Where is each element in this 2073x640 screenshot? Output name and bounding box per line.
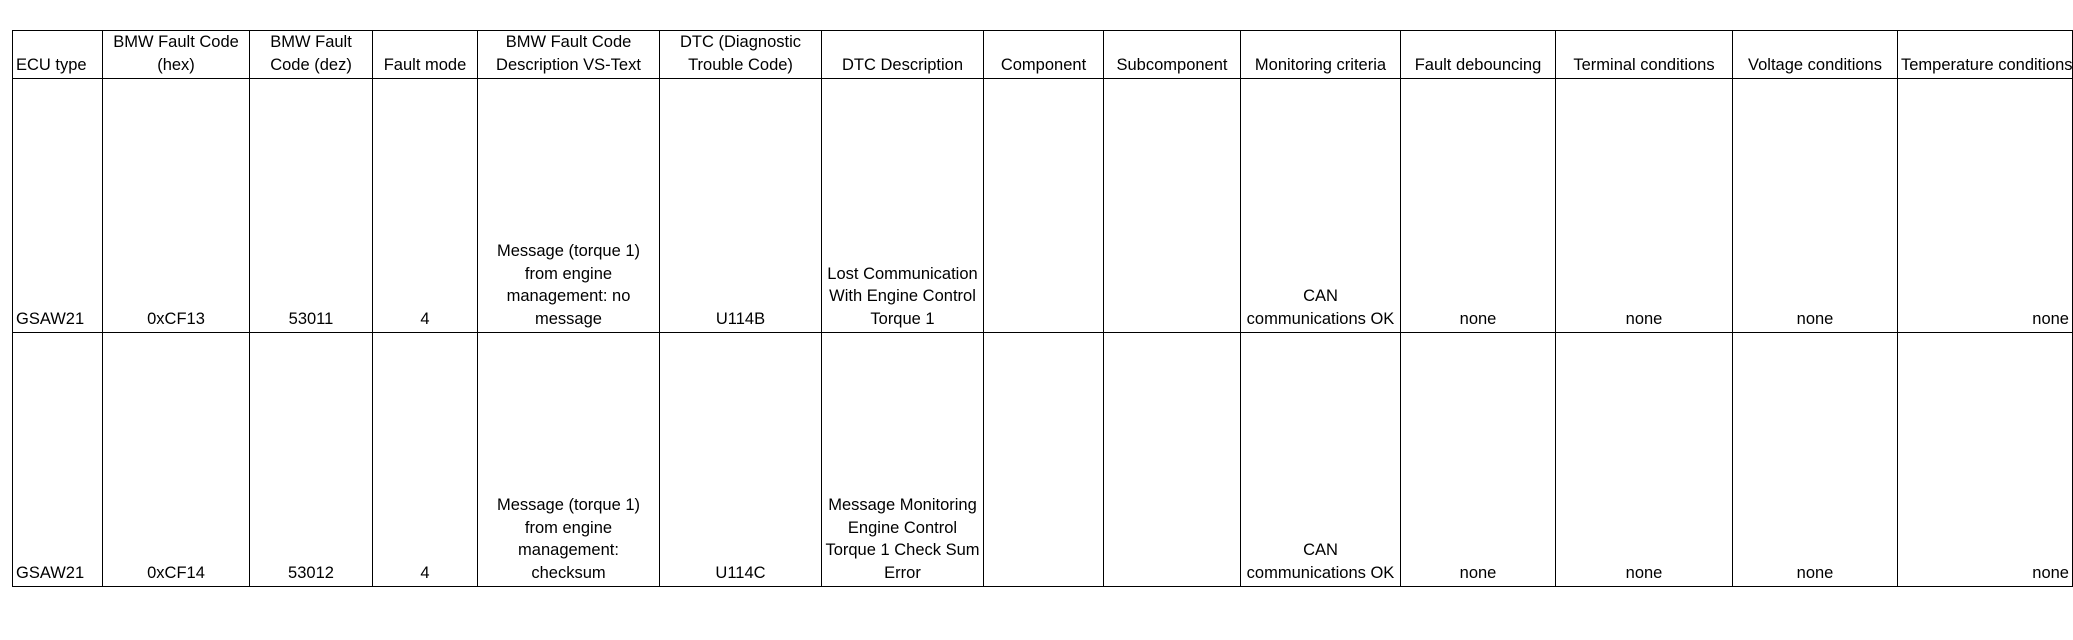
cell-terminal-conditions[interactable]: none xyxy=(1556,333,1733,587)
cell-fault-code-dez[interactable]: 53011 xyxy=(250,79,373,333)
cell-fault-code-hex[interactable]: 0xCF14 xyxy=(103,333,250,587)
cell-dtc-description[interactable]: Message Monitoring Engine Control Torque 1 Check Sum Error xyxy=(822,333,984,587)
header-temperature-conditions[interactable]: Temperature conditions xyxy=(1898,31,2073,79)
cell-fault-mode[interactable]: 4 xyxy=(373,333,478,587)
cell-fault-debouncing[interactable]: none xyxy=(1401,79,1556,333)
cell-temperature-conditions[interactable]: none xyxy=(1898,333,2073,587)
cell-component[interactable] xyxy=(984,79,1104,333)
table-row xyxy=(13,79,2073,333)
cell-component[interactable] xyxy=(984,333,1104,587)
cell-monitoring-criteria[interactable]: CAN communications OK xyxy=(1241,79,1401,333)
cell-subcomponent[interactable] xyxy=(1104,79,1241,333)
cell-monitoring-criteria[interactable]: CAN communications OK xyxy=(1241,333,1401,587)
cell-voltage-conditions[interactable]: none xyxy=(1733,79,1898,333)
cell-fault-code-hex[interactable]: 0xCF13 xyxy=(103,79,250,333)
table-row xyxy=(13,333,2073,587)
cell-description-vs[interactable]: Message (torque 1) from engine management: checksum xyxy=(478,333,660,587)
cell-ecu-type[interactable]: GSAW21 xyxy=(13,79,103,333)
header-component[interactable]: Component xyxy=(984,31,1104,79)
header-description-vs[interactable]: BMW Fault Code Description VS-Text xyxy=(478,31,660,79)
cell-dtc[interactable]: U114C xyxy=(660,333,822,587)
cell-dtc[interactable]: U114B xyxy=(660,79,822,333)
fault-code-table xyxy=(12,30,2073,587)
header-fault-debouncing[interactable]: Fault debouncing xyxy=(1401,31,1556,79)
header-monitoring-criteria[interactable]: Monitoring criteria xyxy=(1241,31,1401,79)
header-fault-code-hex[interactable]: BMW Fault Code (hex) xyxy=(103,31,250,79)
cell-dtc-description[interactable]: Lost Communication With Engine Control Torque 1 xyxy=(822,79,984,333)
header-fault-mode[interactable]: Fault mode xyxy=(373,31,478,79)
header-ecu-type[interactable]: ECU type xyxy=(13,31,103,79)
cell-fault-debouncing[interactable]: none xyxy=(1401,333,1556,587)
cell-fault-mode[interactable]: 4 xyxy=(373,79,478,333)
header-terminal-conditions[interactable]: Terminal conditions xyxy=(1556,31,1733,79)
header-dtc[interactable]: DTC (Diagnostic Trouble Code) xyxy=(660,31,822,79)
cell-ecu-type[interactable]: GSAW21 xyxy=(13,333,103,587)
cell-terminal-conditions[interactable]: none xyxy=(1556,79,1733,333)
cell-description-vs[interactable]: Message (torque 1) from engine management: no message xyxy=(478,79,660,333)
header-voltage-conditions[interactable]: Voltage conditions xyxy=(1733,31,1898,79)
header-subcomponent[interactable]: Subcomponent xyxy=(1104,31,1241,79)
cell-fault-code-dez[interactable]: 53012 xyxy=(250,333,373,587)
cell-temperature-conditions[interactable]: none xyxy=(1898,79,2073,333)
header-row xyxy=(13,31,2073,79)
header-dtc-description[interactable]: DTC Description xyxy=(822,31,984,79)
fault-code-sheet xyxy=(12,30,2073,587)
cell-voltage-conditions[interactable]: none xyxy=(1733,333,1898,587)
header-fault-code-dez[interactable]: BMW Fault Code (dez) xyxy=(250,31,373,79)
cell-subcomponent[interactable] xyxy=(1104,333,1241,587)
